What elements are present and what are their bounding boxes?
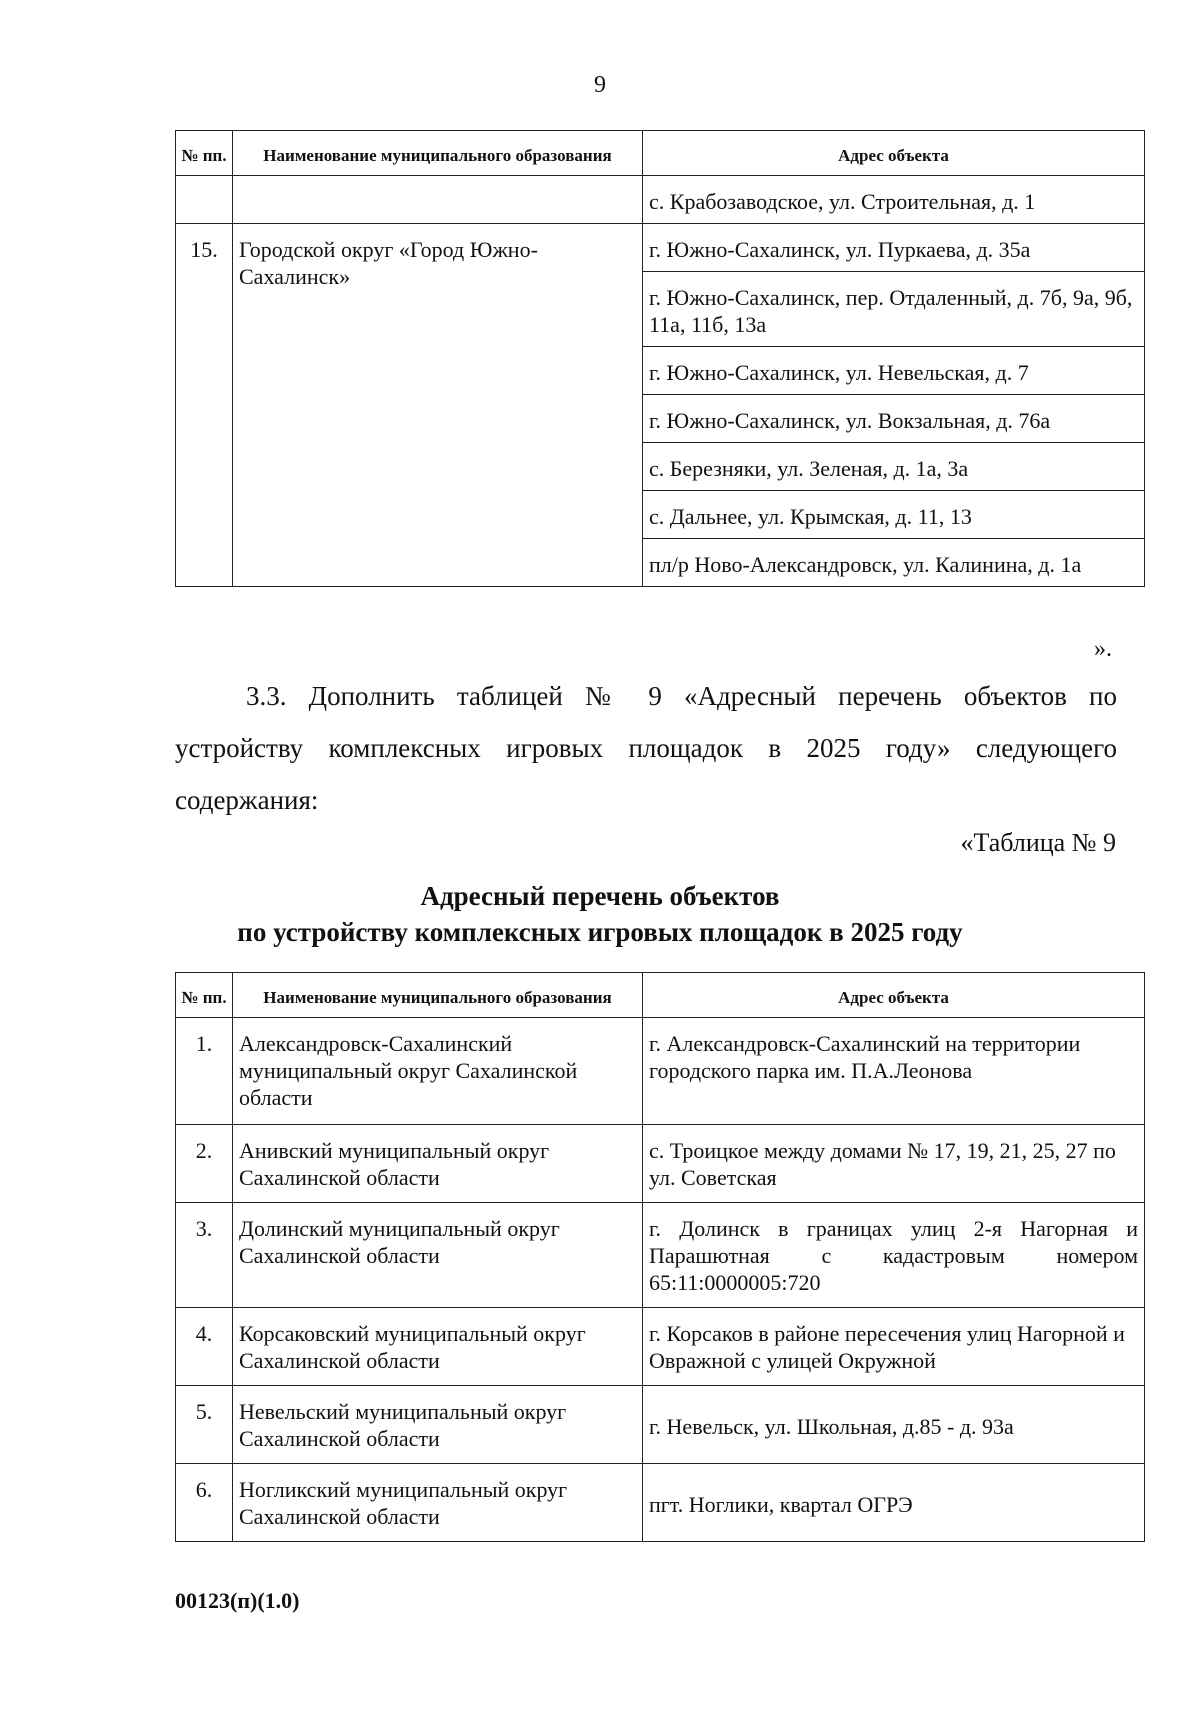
table-row [176, 1125, 1145, 1203]
table-label: «Таблица № 9 [960, 828, 1116, 857]
row-address: пгт. Ноглики, квартал ОГРЭ [643, 1464, 1145, 1542]
row-municipality: Долинский муниципальный округ Сахалинской области [233, 1203, 643, 1308]
row-address: г. Невельск, ул. Школьная, д.85 - д. 93а [643, 1386, 1145, 1464]
paragraph-line: устройству комплексных игровых площадок в 2025 году» следующего [175, 733, 1117, 763]
table-row [176, 1203, 1145, 1308]
row-num: 15. [176, 224, 233, 587]
row-address: г. Южно-Сахалинск, ул. Пуркаева, д. 35а [643, 224, 1145, 272]
row-num: 6. [176, 1464, 233, 1542]
row-num [176, 176, 233, 224]
row-municipality: Городской округ «Город Южно-Сахалинск» [233, 224, 643, 587]
row-num: 1. [176, 1018, 233, 1125]
row-address: пл/р Ново-Александровск, ул. Калинина, д. 1а [643, 539, 1145, 587]
table-header-row [176, 973, 1145, 1018]
table-row [176, 224, 1145, 272]
table-row [176, 1308, 1145, 1386]
row-address: с. Крабозаводское, ул. Строительная, д. 1 [643, 176, 1145, 224]
page-number: 9 [594, 72, 606, 98]
row-municipality: Александровск-Сахалинский муниципальный округ Сахалинской области [233, 1018, 643, 1125]
row-address: г. Южно-Сахалинск, пер. Отдаленный, д. 7б, 9а, 9б, 11а, 11б, 13а [643, 272, 1145, 347]
row-address: г. Долинск в границах улиц 2-я Нагорная и Парашютная с кадастровым номером 65:11:0000005:720 [643, 1203, 1145, 1308]
header-num: № пп. [176, 131, 233, 176]
table-row [176, 1386, 1145, 1464]
closing-quote: ». [1094, 636, 1112, 662]
table-row [176, 1018, 1145, 1125]
table-header-row [176, 131, 1145, 176]
header-address: Адрес объекта [643, 131, 1145, 176]
row-address: г. Южно-Сахалинск, ул. Вокзальная, д. 76а [643, 395, 1145, 443]
row-num: 5. [176, 1386, 233, 1464]
row-municipality [233, 176, 643, 224]
row-num: 3. [176, 1203, 233, 1308]
row-municipality: Анивский муниципальный округ Сахалинской области [233, 1125, 643, 1203]
paragraph-line: 3.3. Дополнить таблицей № 9 «Адресный перечень объектов по [246, 681, 1117, 711]
row-address: г. Александровск-Сахалинский на территории городского парка им. П.А.Леонова [643, 1018, 1145, 1125]
table-row [176, 1464, 1145, 1542]
header-municipality: Наименование муниципального образования [233, 131, 643, 176]
row-address: с. Березняки, ул. Зеленая, д. 1а, 3а [643, 443, 1145, 491]
row-num: 2. [176, 1125, 233, 1203]
row-address: г. Южно-Сахалинск, ул. Невельская, д. 7 [643, 347, 1145, 395]
header-address: Адрес объекта [643, 973, 1145, 1018]
row-municipality: Невельский муниципальный округ Сахалинской области [233, 1386, 643, 1464]
header-num: № пп. [176, 973, 233, 1018]
table-title [0, 878, 1200, 950]
playgrounds-address-table [175, 972, 1145, 1542]
table-title-line: по устройству комплексных игровых площадок в 2025 году [237, 917, 963, 947]
header-municipality: Наименование муниципального образования [233, 973, 643, 1018]
document-code: 00123(п)(1.0) [175, 1588, 300, 1613]
row-municipality: Корсаковский муниципальный округ Сахалинской области [233, 1308, 643, 1386]
table-title-line: Адресный перечень объектов [420, 881, 780, 911]
address-table-continued [175, 130, 1145, 587]
row-num: 4. [176, 1308, 233, 1386]
row-address: с. Троицкое между домами № 17, 19, 21, 25, 27 по ул. Советская [643, 1125, 1145, 1203]
paragraph-line: содержания: [175, 785, 319, 815]
table-row [176, 176, 1145, 224]
row-address: с. Дальнее, ул. Крымская, д. 11, 13 [643, 491, 1145, 539]
amendment-paragraph [175, 670, 1117, 826]
row-municipality: Ногликский муниципальный округ Сахалинской области [233, 1464, 643, 1542]
row-address: г. Корсаков в районе пересечения улиц Нагорной и Овражной с улицей Окружной [643, 1308, 1145, 1386]
